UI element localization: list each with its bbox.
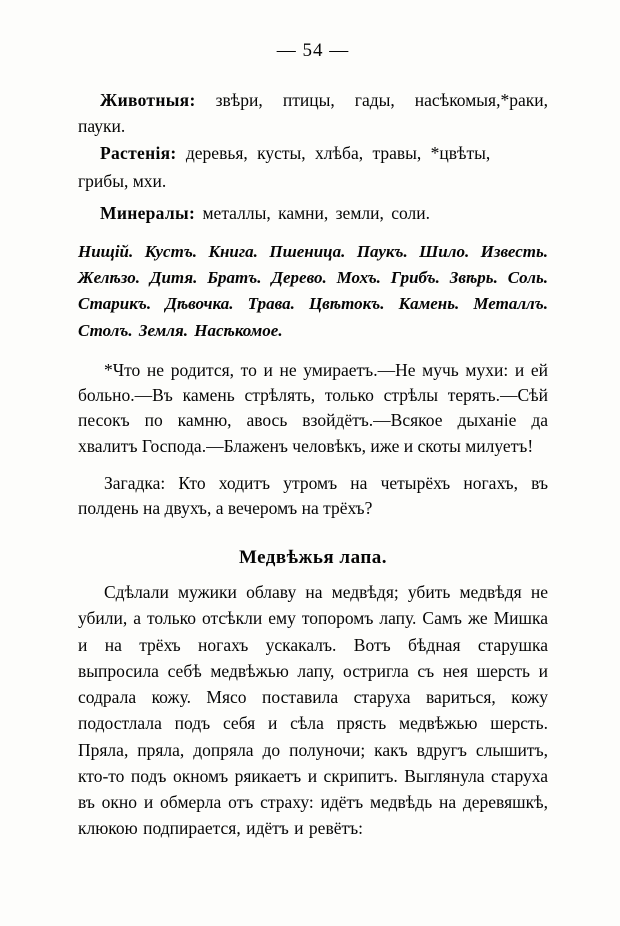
category-plants-label: Растенія:	[100, 143, 177, 164]
category-plants-continuation-text: грибы, мхи.	[78, 171, 167, 192]
page-content	[78, 40, 548, 842]
story-paragraph: Сдѣлали мужики облаву на медвѣдя; убить медвѣдя не убили, а только отсѣкли ему топоромъ лапу. Самъ же Мишка и на трёхъ ногахъ ускакалъ. Вотъ бѣдная старушка выпросила себѣ медвѣжью лапу, остригла съ нея шерсть и содрала кожу. Мясо поставила старуха вариться, кожу подостлала подъ себя и сѣла прясть медвѣжью шерсть. Пряла, пряла, допряла до полуночи; какъ вдругъ слышитъ, кто-то подъ окномъ ряикаетъ и скрипитъ. Выглянула старуха въ окно и обмерла отъ страху: идётъ медвѣдь на деревяшкѣ, клюкою подпирается, идётъ и ревётъ:	[78, 582, 548, 839]
category-animals-text: звѣри, птицы, гады, насѣкомыя,*раки, пауки.	[78, 90, 548, 136]
category-plants-text: деревья, кусты, хлѣба, травы, *цвѣты,	[185, 143, 491, 164]
category-animals	[78, 88, 548, 139]
category-minerals	[78, 201, 548, 227]
category-minerals-label: Минералы:	[100, 202, 196, 223]
page-number: — 54 —	[276, 40, 350, 61]
riddle-paragraph: Загадка: Кто ходитъ утромъ на четырёхъ ногахъ, въ полдень на двухъ, а вечеромъ на трёхъ?	[78, 472, 548, 518]
word-list: Нищій. Кустъ. Книга. Пшеница. Паукъ. Шило. Известь. Желѣзо. Дитя. Братъ. Дерево. Мохъ. Грибъ. Звѣрь. Соль. Старикъ. Дѣвочка. Трава. Цвѣтокъ. Камень. Металлъ. Столъ. Земля. Насѣкомое.	[78, 241, 548, 340]
proverbs-paragraph: *Что не родится, то и не умираетъ.—Не мучь мухи: и ей больно.—Въ камень стрѣлять, только стрѣлы терять.—Сѣй песокъ по камню, авось взойдётъ.—Всякое дыханіе да хвалитъ Господа.—Блаженъ человѣкъ, иже и скоты милуетъ!	[78, 359, 548, 456]
category-plants-continuation	[78, 169, 548, 195]
story-title: Медвѣжья лапа.	[238, 547, 388, 569]
category-plants	[78, 141, 548, 167]
category-minerals-text: металлы, камни, земли, соли.	[202, 202, 431, 223]
category-animals-label: Животныя:	[100, 90, 196, 110]
